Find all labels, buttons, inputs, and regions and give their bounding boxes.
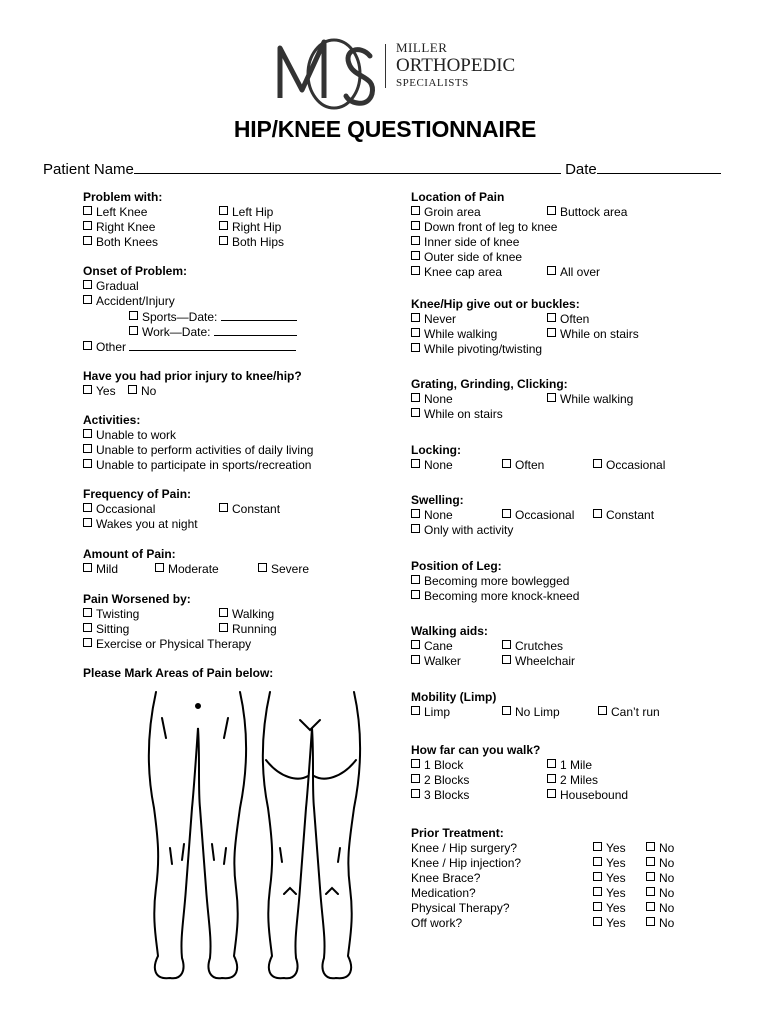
mark-areas-heading: Please Mark Areas of Pain below: (83, 666, 274, 680)
option-wheelchair[interactable]: Wheelchair (502, 654, 575, 669)
option-groin[interactable]: Groin area (411, 205, 481, 220)
treatment-no[interactable]: No (646, 916, 674, 931)
checkbox[interactable] (411, 328, 420, 337)
onset-heading: Onset of Problem: (83, 264, 188, 278)
checkbox[interactable] (593, 459, 602, 468)
checkbox[interactable] (129, 311, 138, 320)
patient-name-label: Patient Name (43, 161, 134, 178)
option-grating-walking[interactable]: While walking (547, 392, 633, 407)
patient-row (43, 161, 721, 178)
checkbox[interactable] (219, 608, 228, 617)
option-2-blocks[interactable]: 2 Blocks (411, 773, 469, 788)
checkbox[interactable] (593, 842, 602, 851)
checkbox[interactable] (83, 638, 92, 647)
option-both-knees[interactable]: Both Knees (83, 235, 158, 250)
option-1-mile[interactable]: 1 Mile (547, 758, 592, 773)
checkbox[interactable] (83, 563, 92, 572)
checkbox[interactable] (646, 887, 655, 896)
activities-heading: Activities: (83, 413, 141, 427)
work-date-field[interactable] (214, 324, 297, 336)
option-outer-knee[interactable]: Outer side of knee (411, 250, 522, 265)
treatment-no[interactable]: No (646, 901, 674, 916)
option-kneecap[interactable]: Knee cap area (411, 265, 502, 280)
checkbox[interactable] (83, 459, 92, 468)
checkbox[interactable] (411, 221, 420, 230)
option-bowlegged[interactable]: Becoming more bowlegged (411, 574, 569, 589)
option-cant-run[interactable]: Can’t run (598, 705, 660, 720)
checkbox[interactable] (646, 872, 655, 881)
mobility-heading: Mobility (Limp) (411, 690, 497, 704)
prior-injury-heading: Have you had prior injury to knee/hip? (83, 369, 302, 383)
checkbox[interactable] (547, 774, 556, 783)
checkbox[interactable] (547, 313, 556, 322)
option-give-stairs[interactable]: While on stairs (547, 327, 639, 342)
option-all-over[interactable]: All over (547, 265, 600, 280)
option-mild[interactable]: Mild (83, 562, 118, 577)
other-field[interactable] (129, 339, 296, 351)
checkbox[interactable] (411, 575, 420, 584)
option-left-knee[interactable]: Left Knee (83, 205, 147, 220)
option-unable-work[interactable]: Unable to work (83, 428, 176, 443)
checkbox[interactable] (83, 236, 92, 245)
option-swelling-constant[interactable]: Constant (593, 508, 654, 523)
logo-orthopedic: ORTHOPEDIC (396, 55, 516, 76)
locking-heading: Locking: (411, 443, 461, 457)
date-field[interactable] (597, 162, 721, 174)
give-out-heading: Knee/Hip give out or buckles: (411, 297, 580, 311)
checkbox[interactable] (646, 917, 655, 926)
option-freq-occasional[interactable]: Occasional (83, 502, 155, 517)
worsened-heading: Pain Worsened by: (83, 592, 191, 606)
checkbox[interactable] (129, 326, 138, 335)
option-pivoting[interactable]: While pivoting/twisting (411, 342, 542, 357)
checkbox[interactable] (83, 221, 92, 230)
treatment-yes[interactable]: Yes (593, 886, 626, 901)
checkbox[interactable] (502, 459, 511, 468)
option-grating-stairs[interactable]: While on stairs (411, 407, 503, 422)
checkbox[interactable] (411, 313, 420, 322)
treatment-no[interactable]: No (646, 841, 674, 856)
walk-distance-heading: How far can you walk? (411, 743, 541, 757)
option-swelling-none[interactable]: None (411, 508, 453, 523)
checkbox[interactable] (411, 459, 420, 468)
logo-miller: MILLER (396, 40, 448, 55)
checkbox[interactable] (219, 623, 228, 632)
checkbox[interactable] (83, 385, 92, 394)
option-accident[interactable]: Accident/Injury (83, 294, 175, 309)
logo-specialists: SPECIALISTS (396, 77, 469, 89)
checkbox[interactable] (502, 640, 511, 649)
checkbox[interactable] (411, 266, 420, 275)
checkbox[interactable] (411, 789, 420, 798)
option-unable-sports[interactable]: Unable to participate in sports/recreation (83, 458, 311, 473)
leg-diagram[interactable] (140, 688, 370, 988)
frequency-heading: Frequency of Pain: (83, 487, 192, 501)
option-freq-constant[interactable]: Constant (219, 502, 280, 517)
checkbox[interactable] (83, 295, 92, 304)
treatment-row: Knee / Hip surgery? (411, 841, 518, 855)
option-left-hip[interactable]: Left Hip (219, 205, 273, 220)
option-cane[interactable]: Cane (411, 639, 453, 654)
option-injury-no[interactable]: No (128, 384, 156, 399)
treatment-yes[interactable]: Yes (593, 916, 626, 931)
checkbox[interactable] (646, 842, 655, 851)
back-legs-outline (263, 692, 360, 978)
front-legs-outline (149, 692, 246, 978)
option-gradual[interactable]: Gradual (83, 279, 139, 294)
checkbox[interactable] (547, 206, 556, 215)
page-title: HIP/KNEE QUESTIONNAIRE (233, 116, 537, 142)
option-worse-walking[interactable]: Walking (219, 607, 274, 622)
logo-divider (385, 44, 386, 88)
option-sports-date[interactable]: Sports—Date: (129, 309, 297, 325)
checkbox[interactable] (128, 385, 137, 394)
amount-heading: Amount of Pain: (83, 547, 176, 561)
checkbox[interactable] (547, 759, 556, 768)
treatment-yes[interactable]: Yes (593, 841, 626, 856)
treatment-no[interactable]: No (646, 856, 674, 871)
checkbox[interactable] (411, 524, 420, 533)
checkbox[interactable] (411, 393, 420, 402)
checkbox[interactable] (83, 518, 92, 527)
checkbox[interactable] (411, 655, 420, 664)
option-locking-none[interactable]: None (411, 458, 453, 473)
problem-heading: Problem with: (83, 190, 163, 204)
option-injury-yes[interactable]: Yes (83, 384, 116, 399)
checkbox[interactable] (83, 444, 92, 453)
option-1-block[interactable]: 1 Block (411, 758, 463, 773)
option-moderate[interactable]: Moderate (155, 562, 219, 577)
treatment-no[interactable]: No (646, 886, 674, 901)
checkbox[interactable] (411, 759, 420, 768)
checkbox[interactable] (83, 503, 92, 512)
checkbox[interactable] (83, 280, 92, 289)
treatment-row: Medication? (411, 886, 476, 900)
checkbox[interactable] (411, 706, 420, 715)
checkbox[interactable] (547, 393, 556, 402)
checkbox[interactable] (593, 902, 602, 911)
checkbox[interactable] (593, 872, 602, 881)
treatment-row: Off work? (411, 916, 463, 930)
checkbox[interactable] (502, 655, 511, 664)
checkbox[interactable] (502, 706, 511, 715)
date-label: Date (565, 161, 597, 178)
option-no-limp[interactable]: No Limp (502, 705, 560, 720)
option-buttock[interactable]: Buttock area (547, 205, 627, 220)
checkbox[interactable] (646, 857, 655, 866)
checkbox[interactable] (411, 236, 420, 245)
patient-name-field[interactable] (134, 162, 561, 174)
checkbox[interactable] (547, 328, 556, 337)
treatment-yes[interactable]: Yes (593, 901, 626, 916)
option-knock-kneed[interactable]: Becoming more knock-kneed (411, 589, 579, 604)
aids-heading: Walking aids: (411, 624, 488, 638)
option-both-hips[interactable]: Both Hips (219, 235, 284, 250)
option-swelling-activity[interactable]: Only with activity (411, 523, 513, 538)
checkbox[interactable] (593, 509, 602, 518)
checkbox[interactable] (219, 221, 228, 230)
swelling-heading: Swelling: (411, 493, 464, 507)
checkbox[interactable] (83, 429, 92, 438)
option-right-hip[interactable]: Right Hip (219, 220, 281, 235)
treatment-yes[interactable]: Yes (593, 871, 626, 886)
checkbox[interactable] (83, 623, 92, 632)
checkbox[interactable] (411, 590, 420, 599)
checkbox[interactable] (411, 251, 420, 260)
checkbox[interactable] (593, 857, 602, 866)
option-give-walking[interactable]: While walking (411, 327, 497, 342)
option-limp[interactable]: Limp (411, 705, 450, 720)
checkbox[interactable] (547, 266, 556, 275)
option-unable-daily[interactable]: Unable to perform activities of daily living (83, 443, 313, 458)
treatment-yes[interactable]: Yes (593, 856, 626, 871)
treatment-heading: Prior Treatment: (411, 826, 504, 840)
checkbox[interactable] (258, 563, 267, 572)
option-swelling-occasional[interactable]: Occasional (502, 508, 574, 523)
option-running[interactable]: Running (219, 622, 277, 637)
option-3-blocks[interactable]: 3 Blocks (411, 788, 469, 803)
option-locking-often[interactable]: Often (502, 458, 544, 473)
option-inner-knee[interactable]: Inner side of knee (411, 235, 519, 250)
checkbox[interactable] (219, 236, 228, 245)
checkbox[interactable] (411, 774, 420, 783)
checkbox[interactable] (411, 206, 420, 215)
treatment-no[interactable]: No (646, 871, 674, 886)
checkbox[interactable] (502, 509, 511, 518)
checkbox[interactable] (411, 640, 420, 649)
sports-date-field[interactable] (221, 309, 297, 321)
option-down-front[interactable]: Down front of leg to knee (411, 220, 557, 235)
option-locking-occasional[interactable]: Occasional (593, 458, 665, 473)
checkbox[interactable] (411, 343, 420, 352)
checkbox[interactable] (598, 706, 607, 715)
checkbox[interactable] (547, 789, 556, 798)
checkbox[interactable] (411, 509, 420, 518)
checkbox[interactable] (83, 206, 92, 215)
checkbox[interactable] (219, 503, 228, 512)
checkbox[interactable] (83, 341, 92, 350)
option-give-often[interactable]: Often (547, 312, 589, 327)
option-exercise[interactable]: Exercise or Physical Therapy (83, 637, 251, 652)
checkbox[interactable] (593, 917, 602, 926)
option-never[interactable]: Never (411, 312, 456, 327)
option-severe[interactable]: Severe (258, 562, 309, 577)
treatment-row: Knee Brace? (411, 871, 481, 885)
location-heading: Location of Pain (411, 190, 505, 204)
option-work-date[interactable]: Work—Date: (129, 324, 297, 340)
checkbox[interactable] (155, 563, 164, 572)
option-grating-none[interactable]: None (411, 392, 453, 407)
mos-logo-mark (272, 32, 384, 110)
option-twisting[interactable]: Twisting (83, 607, 139, 622)
checkbox[interactable] (83, 608, 92, 617)
checkbox[interactable] (219, 206, 228, 215)
checkbox[interactable] (646, 902, 655, 911)
treatment-row: Knee / Hip injection? (411, 856, 522, 870)
option-sitting[interactable]: Sitting (83, 622, 129, 637)
checkbox[interactable] (593, 887, 602, 896)
position-heading: Position of Leg: (411, 559, 502, 573)
grating-heading: Grating, Grinding, Clicking: (411, 377, 568, 391)
option-housebound[interactable]: Housebound (547, 788, 628, 803)
treatment-row: Physical Therapy? (411, 901, 510, 915)
option-wakes-night[interactable]: Wakes you at night (83, 517, 198, 532)
checkbox[interactable] (411, 408, 420, 417)
option-right-knee[interactable]: Right Knee (83, 220, 155, 235)
option-walker[interactable]: Walker (411, 654, 461, 669)
option-other[interactable]: Other (83, 339, 296, 355)
option-crutches[interactable]: Crutches (502, 639, 563, 654)
option-2-miles[interactable]: 2 Miles (547, 773, 598, 788)
